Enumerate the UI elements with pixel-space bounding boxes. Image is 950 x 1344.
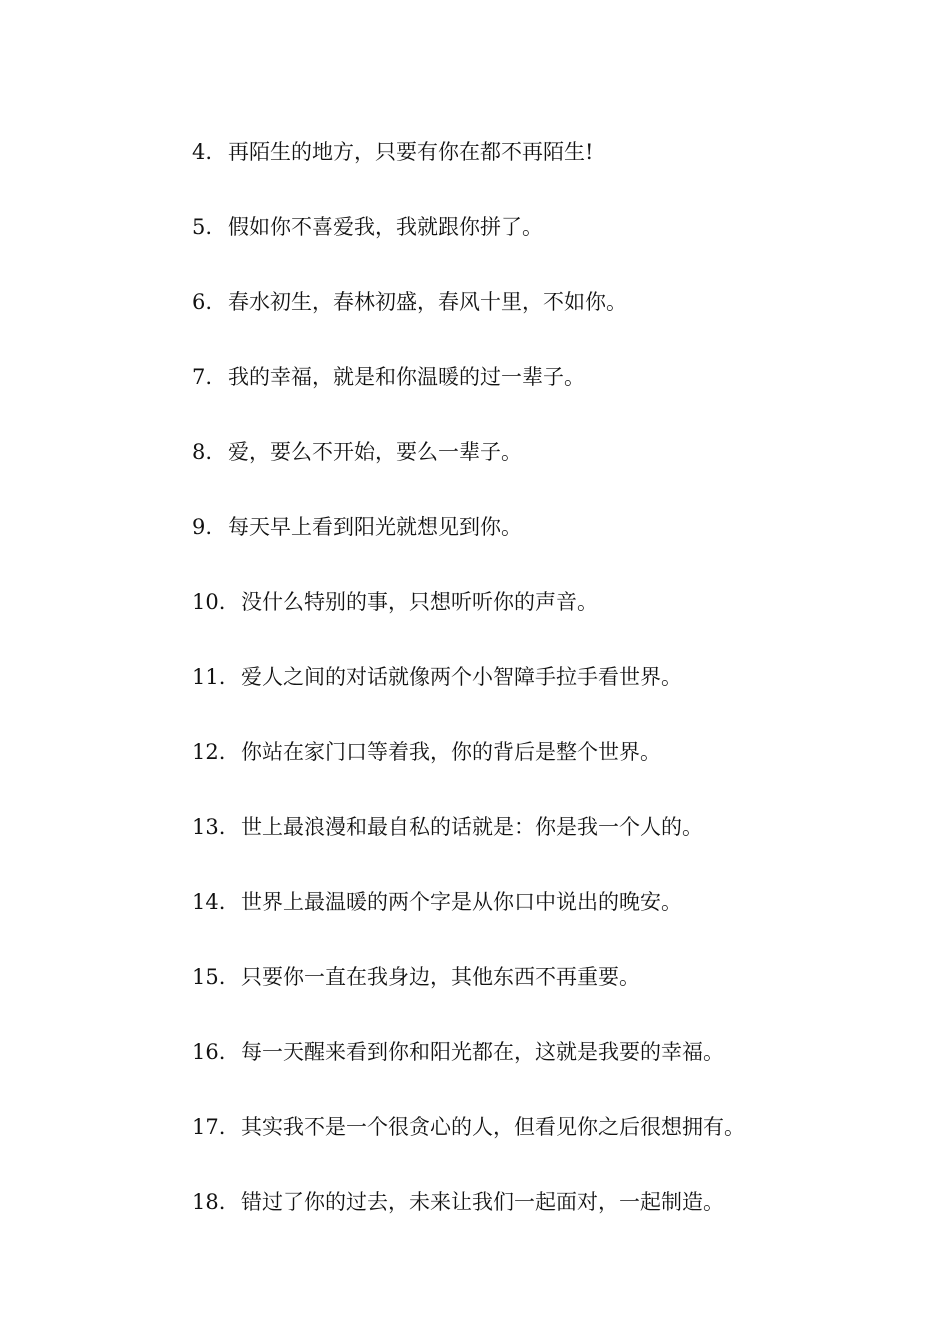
item-number: 14. bbox=[192, 890, 226, 914]
item-text: 没什么特别的事，只想听听你的声音。 bbox=[241, 590, 598, 614]
list-item bbox=[192, 1034, 922, 1109]
item-number: 11. bbox=[192, 665, 226, 689]
item-text: 世上最浪漫和最自私的话就是：你是我一个人的。 bbox=[241, 815, 703, 839]
numbered-list bbox=[192, 134, 922, 1259]
item-text: 错过了你的过去，未来让我们一起面对，一起制造。 bbox=[241, 1190, 724, 1214]
item-number: 15. bbox=[192, 965, 226, 989]
item-number: 12. bbox=[192, 740, 226, 764]
item-text: 只要你一直在我身边，其他东西不再重要。 bbox=[241, 965, 640, 989]
item-text: 假如你不喜爱我，我就跟你拼了。 bbox=[228, 215, 543, 239]
item-number: 16. bbox=[192, 1040, 226, 1064]
list-item bbox=[192, 734, 922, 809]
item-number: 13. bbox=[192, 815, 226, 839]
item-text: 世界上最温暖的两个字是从你口中说出的晚安。 bbox=[241, 890, 682, 914]
item-number: 6. bbox=[192, 290, 213, 314]
item-text: 你站在家门口等着我，你的背后是整个世界。 bbox=[241, 740, 661, 764]
item-text: 爱，要么不开始，要么一辈子。 bbox=[228, 440, 522, 464]
list-item bbox=[192, 959, 922, 1034]
item-text: 春水初生，春林初盛，春风十里，不如你。 bbox=[228, 290, 627, 314]
item-text: 每天早上看到阳光就想见到你。 bbox=[228, 515, 522, 539]
list-item bbox=[192, 209, 922, 284]
item-text: 其实我不是一个很贪心的人，但看见你之后很想拥有。 bbox=[241, 1115, 745, 1139]
item-number: 9. bbox=[192, 515, 213, 539]
item-number: 7. bbox=[192, 365, 213, 389]
item-number: 5. bbox=[192, 215, 213, 239]
item-number: 4. bbox=[192, 140, 213, 164]
list-item bbox=[192, 1184, 922, 1259]
list-item bbox=[192, 809, 922, 884]
list-item bbox=[192, 1109, 922, 1184]
item-text: 我的幸福，就是和你温暖的过一辈子。 bbox=[228, 365, 585, 389]
item-text: 爱人之间的对话就像两个小智障手拉手看世界。 bbox=[241, 665, 682, 689]
item-number: 18. bbox=[192, 1190, 226, 1214]
list-item bbox=[192, 884, 922, 959]
list-item bbox=[192, 509, 922, 584]
list-item bbox=[192, 284, 922, 359]
list-item bbox=[192, 359, 922, 434]
item-text: 每一天醒来看到你和阳光都在，这就是我要的幸福。 bbox=[241, 1040, 724, 1064]
list-item bbox=[192, 659, 922, 734]
list-item bbox=[192, 134, 922, 209]
list-item bbox=[192, 434, 922, 509]
item-number: 10. bbox=[192, 590, 226, 614]
item-text: 再陌生的地方，只要有你在都不再陌生! bbox=[228, 140, 594, 164]
item-number: 8. bbox=[192, 440, 213, 464]
list-item bbox=[192, 584, 922, 659]
item-number: 17. bbox=[192, 1115, 226, 1139]
